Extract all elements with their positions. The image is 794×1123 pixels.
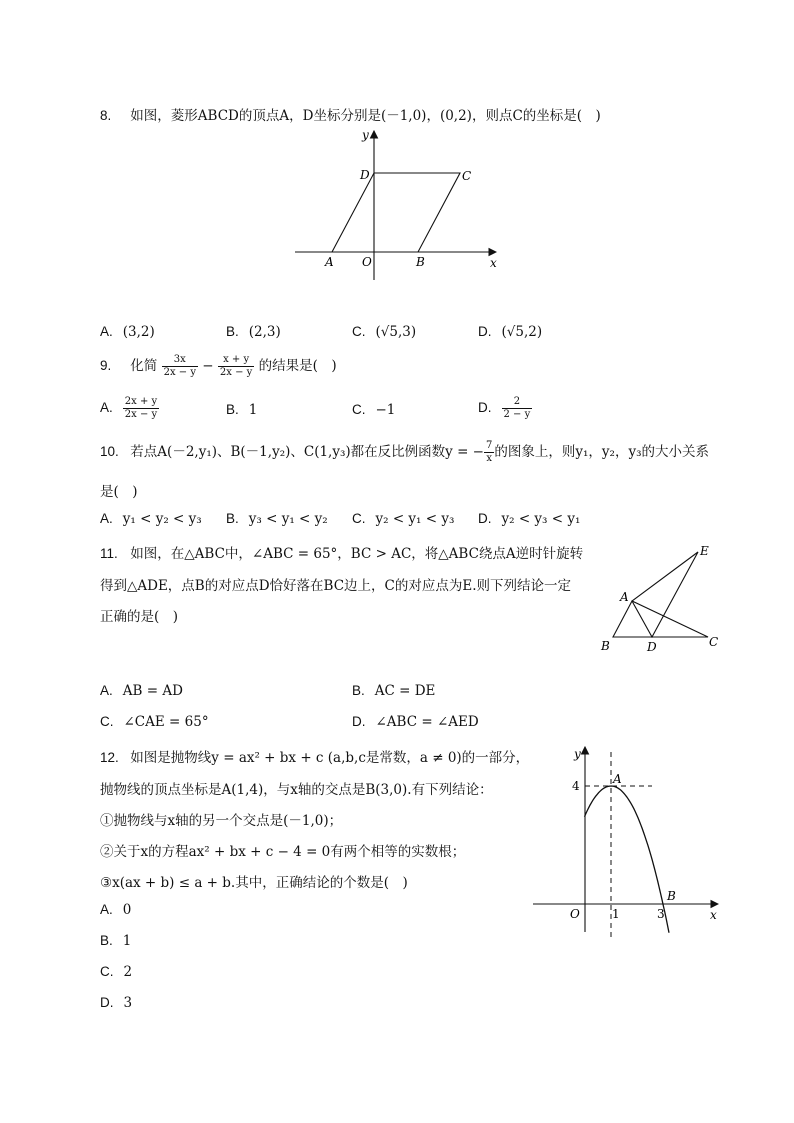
question-text: 若点A(－2,y₁)、B(－1,y₂)、C(1,y₃)都在反比例函数y = − [130,444,484,460]
question-text: 化简 [130,358,158,374]
question-12 [100,746,529,766]
option-d[interactable]: D. $\frac{2}{2 - y}$ [478,396,531,420]
option-a[interactable]: A. 0 [100,902,132,918]
question-number: 9. [100,358,112,373]
axis-label: x [490,256,497,270]
axis-label: y [362,128,369,142]
tick-label: 3 [657,907,665,921]
option-c[interactable]: C. −1 [352,402,396,418]
option-d[interactable]: D. y₂ < y₃ < y₁ [478,511,581,527]
option-c[interactable]: C. 2 [100,964,133,980]
fraction: $\frac{x + y}{2x - y}$ [219,354,253,378]
option-a[interactable]: A. (3,2) [100,324,155,340]
question-text: 的结果是( ) [258,358,337,374]
point-label: C [709,635,719,649]
point-label: A [325,255,334,269]
option-a[interactable]: A. y₁ < y₂ < y₃ [100,511,202,527]
fraction: $\frac{3x}{2x - y}$ [163,354,196,378]
tick-label: 4 [572,779,580,793]
option-c[interactable]: C. (√5,3) [352,324,417,340]
option-b[interactable]: B. 1 [100,933,132,949]
option-a[interactable]: A. AB = AD [100,683,183,699]
question-text: 正确的是( ) [100,609,179,625]
question-text: 如图是抛物线y = ax² + bx + c (a,b,c是常数，a ≠ 0)的一部分， [130,750,530,766]
axis-label: y [574,747,581,761]
point-label: A [620,590,629,604]
rhombus-figure [290,125,505,285]
question-10: 10. 若点A(－2,y₁)、B(－1,y₂)、C(1,y₃)都在反比例函数y = − $\frac{7}{x}$ 的图象上，则y₁，y₂，y₃的大小关系 [100,440,709,464]
rotation-figure [596,540,726,655]
question-text: 如图，菱形ABCD的顶点A，D坐标分别是(－1,0)，(0,2)，则点C的坐标是( ) [130,108,601,124]
option-b[interactable]: B. y₃ < y₁ < y₂ [226,511,328,527]
option-b[interactable]: B. 1 [226,402,258,418]
question-text: 是( ) [100,484,138,500]
option-d[interactable]: D. (√5,2) [478,324,543,340]
question-8 [100,104,601,124]
question-number: 11. [100,546,118,561]
option-d[interactable]: D. 3 [100,995,133,1011]
option-a[interactable]: A. $\frac{2x + y}{2x - y}$ [100,396,158,420]
point-label: B [601,639,610,653]
parabola-figure [530,742,725,937]
point-label: B [416,255,425,269]
axis-label: x [710,908,717,922]
question-11 [100,542,583,562]
point-label: B [667,889,676,903]
option-b[interactable]: B. (2,3) [226,324,281,340]
option-c[interactable]: C. y₂ < y₁ < y₃ [352,511,455,527]
point-label: E [700,544,709,558]
tick-label: 1 [612,907,620,921]
point-label: D [647,640,657,654]
conclusion-1: ①抛物线与x轴的另一个交点是(－1,0)； [100,813,343,829]
question-number: 8. [100,108,112,123]
rhombus [332,173,460,252]
conclusion-2: ②关于x的方程ax² + bx + c − 4 = 0有两个相等的实数根； [100,844,466,860]
point-label: C [462,169,472,183]
origin-label: O [362,255,372,269]
option-c[interactable]: C. ∠CAE = 65° [100,714,209,730]
question-9: 9. 化简 $\frac{3x}{2x - y}$ − $\frac{x + y}{2x - y}$ 的结果是( ) [100,354,337,378]
fraction: $\frac{7}{x}$ [486,440,493,464]
vertex-label: A [613,772,622,786]
point-label: D [360,168,370,182]
option-b[interactable]: B. AC = DE [352,683,436,699]
question-number: 12. [100,750,119,765]
question-text: 抛物线的顶点坐标是A(1,4)，与x轴的交点是B(3,0).有下列结论： [100,782,493,798]
option-d[interactable]: D. ∠ABC = ∠AED [352,714,479,730]
triangle-ade [632,552,698,637]
question-text: 得到△ADE，点B的对应点D恰好落在BC边上，C的对应点为E.则下列结论一定 [100,578,572,594]
triangle-abc [613,601,708,637]
conclusion-3: ③x(ax + b) ≤ a + b.其中，正确结论的个数是( ) [100,875,408,891]
question-text: 如图，在△ABC中，∠ABC = 65°，BC > AC，将△ABC绕点A逆时针旋转 [130,546,584,562]
origin-label: O [570,907,580,921]
question-number: 10. [100,444,119,459]
